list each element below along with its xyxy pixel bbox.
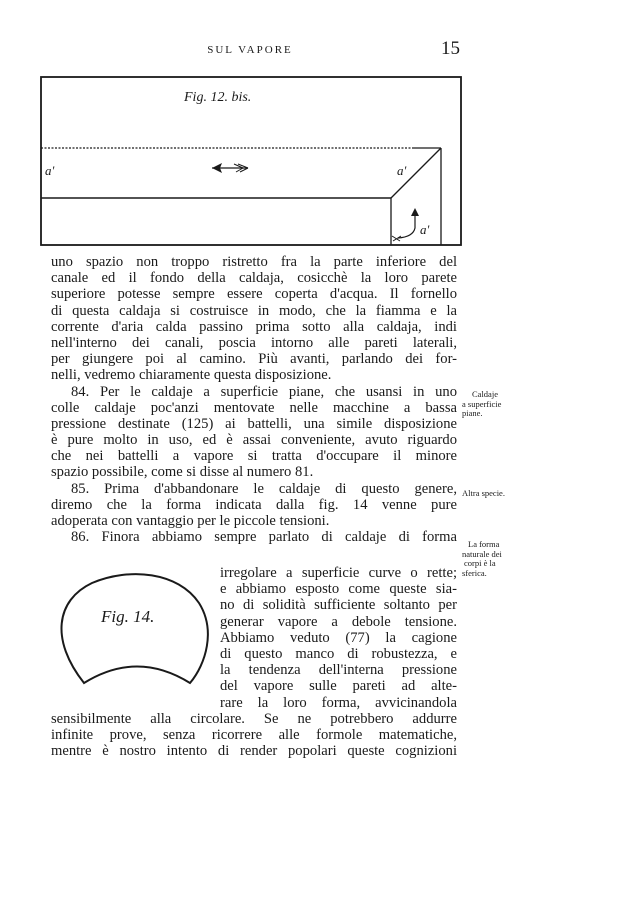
text-line: colle caldaje poc'anzi mentovate nelle macchine a bassa (51, 399, 457, 416)
text-line: diremo che la forma indicata dalla fig. 14 venne pure (51, 496, 457, 513)
text-line: irregolare a superficie curve o rette; (220, 565, 457, 581)
label-a-bottom: a' (420, 222, 430, 237)
text-line: è pure molto in uso, ed è assai conveniente, avuto riguardo (51, 432, 457, 449)
text-line: sensibilmente alla circolare. Se ne potrebbero addurre (51, 711, 457, 727)
margin-note-line: La forma (468, 539, 500, 549)
text-line: del vapore sulle pareti ad alte- (220, 678, 457, 695)
text-line: di questo manco di robustezza, e (220, 645, 457, 662)
label-a-corner: a' (397, 163, 407, 178)
text-line: per giungere poi al camino. Più avanti, parlando dei for- (51, 351, 457, 368)
text-line: canale ed il fondo della caldaja, cosicchè la loro parete (51, 270, 457, 287)
text-line: 85. Prima d'abbandonare le caldaje di questo genere, (71, 480, 457, 497)
margin-note-caldaje (462, 390, 501, 419)
text-line: e abbiamo esposto come queste sia- (220, 581, 457, 598)
body-text-right (220, 565, 457, 711)
figure-14-shape (61, 574, 207, 683)
text-line: generar vapore a debole tensione. (220, 613, 457, 630)
text-line: la tendenza dell'interna pressione (220, 662, 457, 679)
figure-12-bis-caption: Fig. 12. bis. (184, 90, 252, 105)
margin-note-line: Altra specie. (462, 488, 505, 498)
text-line: corrente d'aria calda passino prima sotto alla caldaja, indi (51, 318, 457, 335)
text-line: uno spazio non troppo ristretto fra la parte inferiore del (51, 254, 457, 270)
text-line: 84. Per le caldaje a superficie piane, che usansi in uno (71, 383, 457, 400)
margin-note-line: Caldaje (472, 389, 498, 399)
margin-note-altra-specie (462, 489, 505, 499)
page-number: 15 (441, 38, 460, 59)
margin-note-la-forma (462, 540, 502, 578)
margin-note-line: naturale dei (462, 548, 502, 559)
text-line: di questa caldaja si costruisce in modo, che la fiamma e la (51, 302, 457, 319)
text-line: 86. Finora abbiamo sempre parlato di caldaje di forma (71, 529, 457, 546)
text-line: no di solidità sufficiente soltanto per (220, 597, 457, 614)
figure-14-caption: Fig. 14. (101, 607, 155, 626)
text-line: spazio possibile, come si disse al numero 81. (51, 464, 314, 481)
margin-note-line: sferica. (462, 567, 487, 578)
text-line: Abbiamo veduto (77) la cagione (220, 629, 457, 646)
text-line: rare la loro forma, avvicinandola (220, 694, 457, 711)
text-line: adoperata con vantaggio per le piccole tensioni. (51, 513, 330, 529)
text-line: infinite prove, senza ricorrere alle formole matematiche, (51, 727, 457, 744)
text-line: che nei battelli a vapore si tratta d'occupare il minore (51, 448, 457, 465)
margin-note-line: a superficie (462, 398, 502, 409)
text-line: superiore potesse sempre essere coperta d'acqua. Il fornello (51, 286, 457, 303)
text-line: pressione destinate (125) ai battelli, una simile disposizione (51, 415, 457, 432)
running-title: SUL VAPORE (207, 44, 293, 56)
text-line: mentre è nostro intento di render popolari queste cognizioni (51, 743, 457, 760)
margin-note-line: corpi è la (464, 558, 496, 568)
text-line: nelli, vedremo chiaramente questa disposizione. (51, 367, 332, 384)
label-a-left: a' (45, 163, 55, 178)
body-text-bottom (51, 711, 457, 760)
margin-note-line: piane. (462, 408, 483, 418)
text-line: nell'interno dei canali, poscia intorno alle pareti laterali, (51, 334, 457, 351)
